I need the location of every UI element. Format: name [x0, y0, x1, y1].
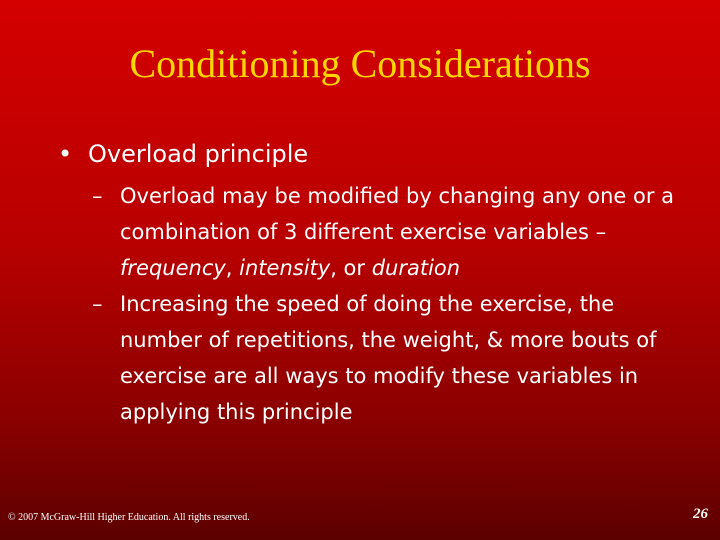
copyright-footer: © 2007 McGraw-Hill Higher Education. All rights reserved. [8, 512, 250, 523]
sub-bullet-1-text [120, 178, 692, 286]
term-intensity: intensity [239, 256, 331, 280]
separator-1: , [225, 256, 240, 280]
term-duration: duration [371, 256, 461, 280]
sub-bullet-1-marker: – [92, 184, 103, 208]
sub-bullet-2-marker: – [92, 292, 103, 316]
separator-2: , or [330, 256, 372, 280]
term-frequency: frequency [120, 256, 226, 280]
sub-bullet-1-lead: Overload may be modified by changing any one or a combination of 3 different exercise variables – [120, 184, 675, 244]
sub-bullet-1 [92, 178, 692, 286]
bullet-marker: • [58, 140, 73, 168]
main-bullet-text: Overload principle [88, 140, 309, 168]
main-bullet [58, 138, 308, 170]
sub-bullet-2 [92, 286, 692, 430]
sub-bullet-2-text: Increasing the speed of doing the exercise, the number of repetitions, the weight, & more bouts of exercise are all ways to modify these variables in applying this principle [120, 292, 657, 424]
slide-title: Conditioning Considerations [129, 41, 591, 86]
page-number: 26 [693, 506, 708, 522]
